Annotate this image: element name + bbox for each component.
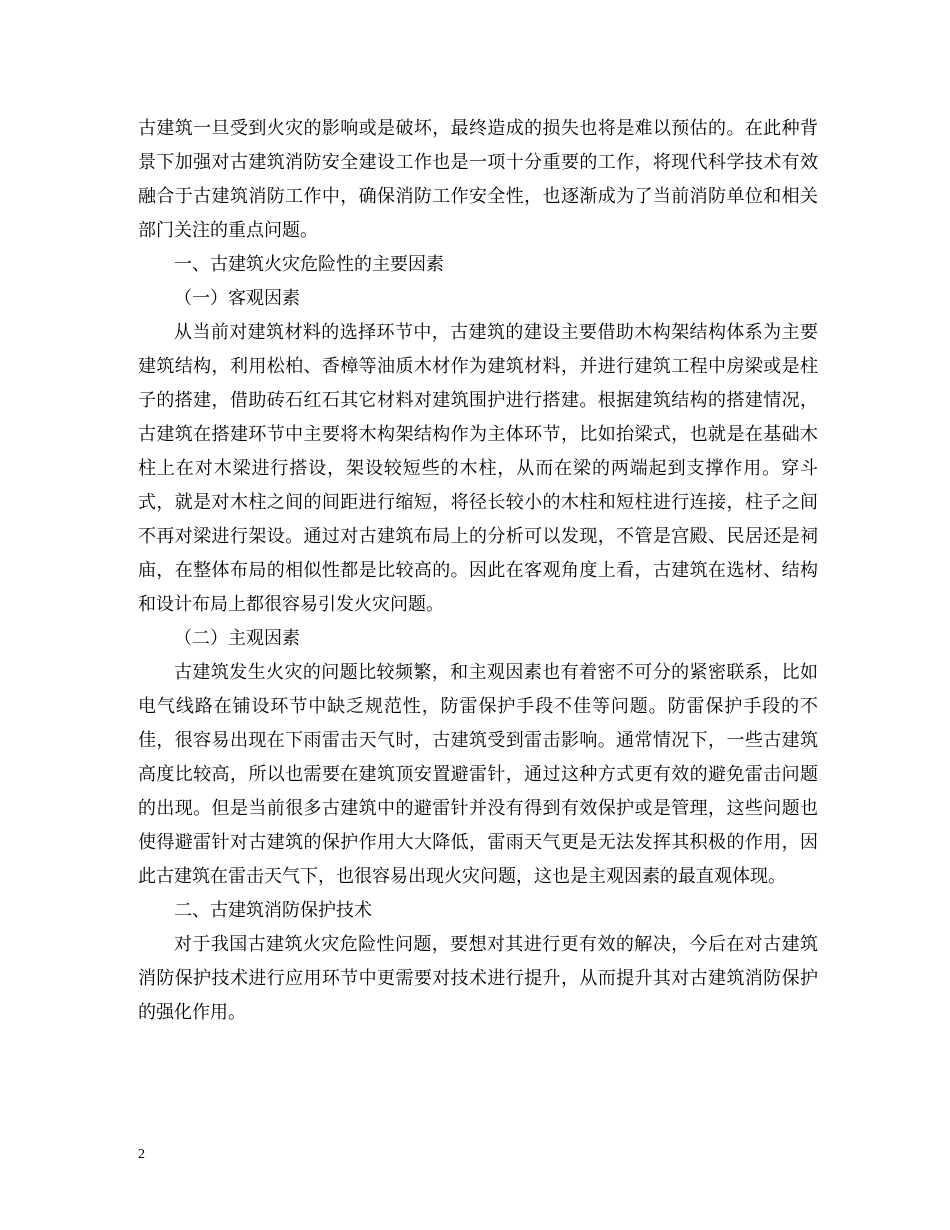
paragraph-protection-tech: 对于我国古建筑火灾危险性问题，要想对其进行更有效的解决，今后在对古建筑消防保护技术进行应用环节中更需要对技术进行提升，从而提升其对古建筑消防保护的强化作用。 [138, 934, 818, 1023]
section-heading-2: 二、古建筑消防保护技术 [174, 900, 372, 921]
page-content [138, 112, 818, 1030]
paragraph-intro: 古建筑一旦受到火灾的影响或是破坏，最终造成的损失也将是难以预估的。在此种背景下加强对古建筑消防安全建设工作也是一项十分重要的工作，将现代科学技术有效融合于古建筑消防工作中，确保消防工作安全性，也逐渐成为了当前消防单位和相关部门关注的重点问题。 [138, 118, 818, 241]
paragraph-subjective-factors: 古建筑发生火灾的问题比较频繁，和主观因素也有着密不可分的紧密联系，比如电气线路在铺设环节中缺乏规范性，防雷保护手段不佳等问题。防雷保护手段的不佳，很容易出现在下雨雷击天气时，古建筑受到雷击影响。通常情况下，一些古建筑高度比较高，所以也需要在建筑顶安置避雷针，通过这种方式更有效的避免雷击问题的出现。但是当前很多古建筑中的避雷针并没有得到有效保护或是管理，这些问题也使得避雷针对古建筑的保护作用大大降低，雷雨天气更是无法发挥其积极的作用，因此古建筑在雷击天气下，也很容易出现火灾问题，这也是主观因素的最直观体现。 [138, 662, 818, 887]
section-heading-1: 一、古建筑火灾危险性的主要因素 [174, 254, 444, 275]
page-number: 2 [138, 1147, 145, 1162]
paragraph-objective-factors: 从当前对建筑材料的选择环节中，古建筑的建设主要借助木构架结构体系为主要建筑结构，利用松柏、香樟等油质木材作为建筑材料，并进行建筑工程中房梁或是柱子的搭建，借助砖石红石其它材料对建筑围护进行搭建。根据建筑结构的搭建情况，古建筑在搭建环节中主要将木构架结构作为主体环节，比如抬梁式，也就是在基础木柱上在对木梁进行搭设，架设较短些的木柱，从而在梁的两端起到支撑作用。穿斗式，就是对木柱之间的间距进行缩短，将径长较小的木柱和短柱进行连接，柱子之间不再对梁进行架设。通过对古建筑布局上的分析可以发现，不管是宫殿、民居还是祠庙，在整体布局的相似性都是比较高的。因此在客观角度上看，古建筑在选材、结构和设计布局上都很容易引发火灾问题。 [138, 322, 818, 615]
subsection-heading-subjective: （二）主观因素 [174, 628, 300, 649]
subsection-heading-objective: （一）客观因素 [174, 288, 300, 309]
